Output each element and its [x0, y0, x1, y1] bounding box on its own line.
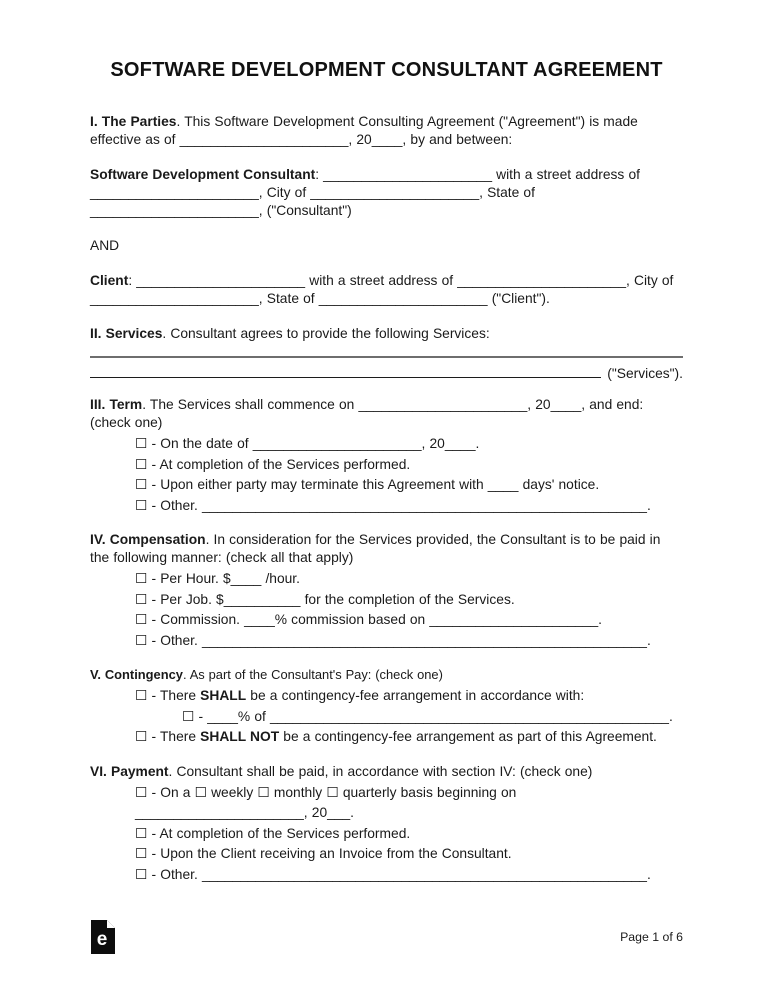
services-blank-underline [90, 377, 601, 378]
services-blank-line-2 [90, 358, 683, 381]
client-label: Client [90, 273, 129, 288]
consultant-paragraph [90, 166, 683, 220]
section-contingency [90, 666, 683, 748]
term-option-date: ☐ - On the date of ______________________, 20____. [135, 436, 480, 451]
parties-intro-text: . This Software Development Consulting Agreement ("Agreement") is made effective as of ______________________, 20____, by and between: [90, 114, 638, 147]
term-option-notice: ☐ - Upon either party may terminate this Agreement with ____ days' notice. [135, 477, 600, 492]
compensation-paragraph [90, 531, 683, 567]
payment-option-basis: ☐ - On a ☐ weekly ☐ monthly ☐ quarterly basis beginning on ______________________, 20___. [135, 784, 517, 820]
section-payment [90, 763, 683, 886]
page-footer [90, 920, 683, 959]
compensation-option-other: ☐ - Other. __________________________________________________________. [135, 632, 651, 648]
contingency-option-shall [90, 686, 683, 707]
client-paragraph [90, 272, 683, 308]
term-text: . The Services shall commence on ______________________, 20____, and end: (check one) [90, 397, 644, 430]
section-term [90, 396, 683, 516]
contingency-shall-keyword: SHALL [200, 688, 247, 703]
folded-corner-icon [107, 920, 115, 928]
payment-text: . Consultant shall be paid, in accordance with section IV: (check one) [168, 763, 593, 779]
services-heading: II. Services [90, 326, 163, 341]
consultant-text: : ______________________ with a street address of ______________________, City of ______________________, State of ______________________, ("Consultant") [90, 167, 640, 218]
term-options [90, 434, 683, 516]
compensation-options [90, 569, 683, 651]
contingency-shall-not-rest: be a contingency-fee arrangement as part of this Agreement. [279, 729, 657, 744]
payment-option-completion: ☐ - At completion of the Services performed. [135, 825, 411, 841]
compensation-option-commission: ☐ - Commission. ____% commission based on ______________________. [135, 612, 602, 627]
consultant-label: Software Development Consultant [90, 167, 316, 182]
contingency-text: . As part of the Consultant's Pay: (check one) [182, 667, 443, 682]
document-title: SOFTWARE DEVELOPMENT CONSULTANT AGREEMENT [110, 59, 663, 81]
compensation-option-per-job: ☐ - Per Job. $__________ for the completion of the Services. [135, 591, 515, 607]
compensation-heading: IV. Compensation [90, 532, 206, 547]
compensation-text: . In consideration for the Services provided, the Consultant is to be paid in the following manner: (check all that apply) [90, 532, 661, 565]
contingency-heading: V. Contingency [90, 667, 183, 682]
and-conjunction: AND [90, 238, 120, 253]
payment-option-invoice: ☐ - Upon the Client receiving an Invoice from the Consultant. [135, 846, 512, 861]
term-option-other: ☐ - Other. __________________________________________________________. [135, 497, 651, 513]
payment-heading: VI. Payment [90, 763, 169, 779]
section-parties [90, 113, 683, 308]
section-compensation [90, 531, 683, 651]
eforms-document-logo [90, 920, 116, 959]
term-heading: III. Term [90, 397, 143, 412]
contingency-percentage-suboption: ☐ - ____% of ____________________________________________________. [182, 708, 673, 724]
parties-heading: I. The Parties [90, 114, 177, 129]
parties-intro-paragraph [90, 113, 683, 149]
logo-letter: e [96, 929, 108, 950]
services-defined-term: ("Services"). [607, 366, 683, 381]
payment-paragraph [90, 763, 683, 781]
page-number-label: Page 1 of 6 [620, 930, 683, 944]
client-text: : ______________________ with a street address of ______________________, City of ______________________, State of ______________________ ("Client"). [90, 273, 674, 306]
term-option-completion: ☐ - At completion of the Services performed. [135, 456, 411, 472]
contingency-paragraph [90, 666, 683, 684]
contingency-option-shall-not [90, 727, 683, 748]
section-services [90, 325, 683, 381]
payment-option-other: ☐ - Other. __________________________________________________________. [135, 866, 651, 882]
contingency-shall-not-prefix: ☐ - There [135, 729, 201, 744]
contingency-shall-rest: be a contingency-fee arrangement in accordance with: [246, 688, 585, 703]
services-paragraph [90, 325, 683, 343]
contingency-shall-not-keyword: SHALL NOT [200, 729, 280, 744]
services-text: . Consultant agrees to provide the following Services: [162, 326, 490, 341]
contingency-options [90, 686, 683, 748]
payment-options [90, 783, 683, 886]
contingency-shall-prefix: ☐ - There [135, 688, 201, 703]
compensation-option-per-hour: ☐ - Per Hour. $____ /hour. [135, 571, 300, 586]
term-paragraph [90, 396, 683, 432]
